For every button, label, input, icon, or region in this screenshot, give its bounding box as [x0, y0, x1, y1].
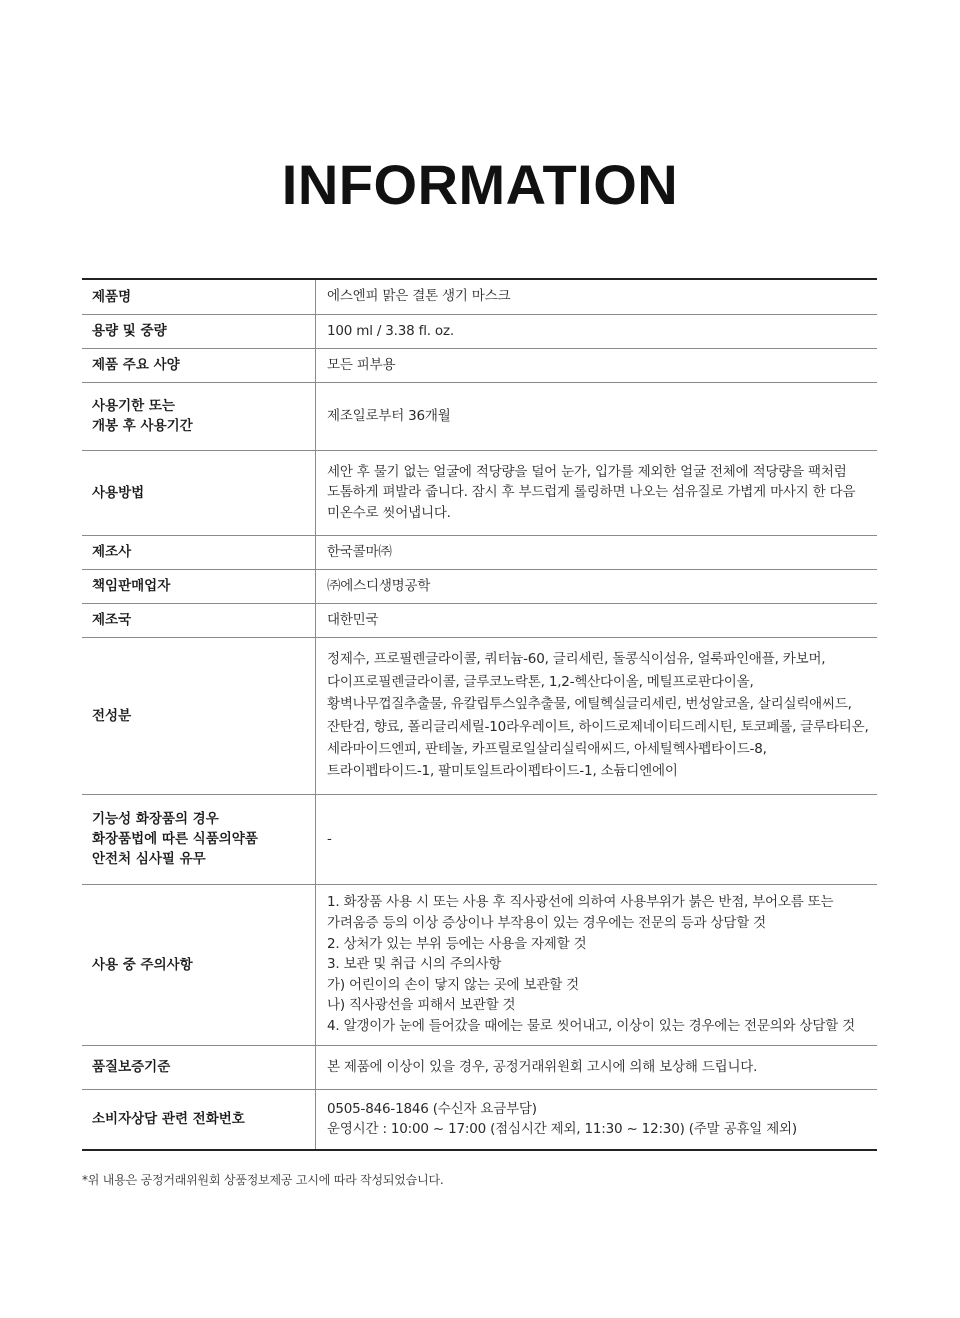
row-label [82, 1089, 316, 1150]
row-label-line: 전성분 [92, 707, 132, 724]
row-value-line: 100 ml / 3.38 fl. oz. [327, 322, 454, 339]
row-value [316, 603, 878, 637]
product-info-table-body [82, 279, 877, 1150]
row-label [82, 569, 316, 603]
row-label-line: 제조사 [92, 544, 132, 560]
row-value-line: 에스엔피 맑은 결톤 생기 마스크 [327, 288, 511, 305]
info-row-product-name [82, 279, 877, 314]
row-value-line: 운영시간 : 10:00 ~ 17:00 (점심시간 제외, 11:30 ~ 12:30) (주말 공휴일 제외) [327, 1121, 797, 1138]
row-label [82, 794, 316, 884]
row-label-line: 용량 및 중량 [92, 323, 167, 339]
row-value [316, 450, 878, 535]
info-row-manufacturer [82, 535, 877, 569]
row-value-line: 3. 보관 및 취급 시의 주의사항 [327, 956, 502, 973]
row-label-line: 기능성 화장품의 경우 [92, 811, 219, 827]
row-value-line: 0505-846-1846 (수신자 요금부담) [327, 1100, 537, 1117]
row-label [82, 382, 316, 450]
info-row-quality [82, 1045, 877, 1089]
row-value [316, 569, 878, 603]
row-value [316, 794, 878, 884]
row-value-line: 트라이펩타이드-1, 팔미토일트라이펩타이드-1, 소듐디엔에이 [327, 763, 678, 780]
row-value [316, 279, 878, 314]
row-label-line: 소비자상담 관련 전화번호 [92, 1111, 245, 1128]
info-row-contact [82, 1089, 877, 1150]
row-value-line: 정제수, 프로필렌글라이콜, 쿼터늄-60, 글리세린, 돌콩식이섬유, 얼룩파인애플, 카보머, [327, 651, 826, 668]
row-label [82, 637, 316, 794]
row-label [82, 348, 316, 382]
row-value [316, 314, 878, 348]
page-title: INFORMATION [281, 153, 679, 216]
row-label [82, 279, 316, 314]
info-row-functional-review [82, 794, 877, 884]
row-value [316, 348, 878, 382]
row-label-line: 책임판매업자 [92, 578, 171, 594]
info-row-capacity [82, 314, 877, 348]
row-value-line: 나) 직사광선을 피해서 보관할 것 [327, 997, 516, 1014]
row-label-line: 사용방법 [92, 484, 145, 501]
row-value-line: 가) 어린이의 손이 닿지 않는 곳에 보관할 것 [327, 976, 580, 993]
row-value-line: 4. 알갱이가 눈에 들어갔을 때에는 물로 씻어내고, 이상이 있는 경우에는 전문의와 상담할 것 [327, 1017, 855, 1034]
row-value-line: 잔탄검, 향료, 폴리글리세릴-10라우레이트, 하이드로제네이티드레시틴, 토코페롤, 글루타티온, [327, 718, 869, 735]
footnote: *위 내용은 공정거래위원회 상품정보제공 고시에 따라 작성되었습니다. [82, 1173, 444, 1187]
info-row-country [82, 603, 877, 637]
row-value [316, 637, 878, 794]
row-value-line: - [327, 830, 332, 847]
row-label-line: 사용 중 주의사항 [92, 956, 193, 973]
row-value-line: 1. 화장품 사용 시 또는 사용 후 직사광선에 의하여 사용부위가 붉은 반점, 부어오름 또는 [327, 894, 834, 911]
row-value-line: 가려움증 등의 이상 증상이나 부작용이 있는 경우에는 전문의 등과 상담할 것 [327, 915, 766, 932]
row-value-line: 2. 상처가 있는 부위 등에는 사용을 자제할 것 [327, 935, 587, 952]
row-value [316, 1045, 878, 1089]
row-value-line: 제조일로부터 36개월 [327, 407, 451, 424]
row-value-line: 다이프로필렌글라이콜, 글루코노락톤, 1,2-헥산다이올, 메틸프로판다이올, [327, 673, 754, 690]
info-row-precautions [82, 884, 877, 1045]
row-label-line: 화장품법에 따른 식품의약품 [92, 831, 258, 847]
row-value-line: 황벽나무껍질추출물, 유칼립투스잎추출물, 에틸헥실글리세린, 번성알코올, 살리실릭애씨드, [327, 696, 852, 713]
row-label [82, 450, 316, 535]
row-value-line: 세안 후 물기 없는 얼굴에 적당량을 덜어 눈가, 입가를 제외한 얼굴 전체에 적당량을 팩처럼 [327, 463, 847, 480]
row-value-line: 본 제품에 이상이 있을 경우, 공정거래위원회 고시에 의해 보상해 드립니다. [327, 1058, 758, 1075]
product-info-table [82, 278, 877, 1151]
info-row-seller [82, 569, 877, 603]
row-label-line: 제조국 [92, 612, 132, 628]
row-label-line: 안전처 심사필 유무 [92, 851, 206, 867]
info-row-ingredients [82, 637, 877, 794]
info-row-expiry [82, 382, 877, 450]
row-value-line: 도톰하게 펴발라 줍니다. 잠시 후 부드럽게 롤링하면 나오는 섬유질로 가볍게 마사지 한 다음 [327, 484, 856, 501]
row-value-line: 모든 피부용 [327, 356, 396, 373]
row-value [316, 535, 878, 569]
row-value-line: 한국콜마㈜ [327, 543, 392, 560]
row-value-line: 대한민국 [327, 611, 379, 628]
row-label [82, 314, 316, 348]
row-value-line: ㈜에스디생명공학 [327, 577, 431, 594]
info-row-spec [82, 348, 877, 382]
row-value-line: 세라마이드엔피, 판테놀, 카프릴로일살리실릭애씨드, 아세틸헥사펩타이드-8, [327, 740, 767, 757]
row-label [82, 603, 316, 637]
row-label-line: 개봉 후 사용기간 [92, 418, 193, 434]
row-label-line: 사용기한 또는 [92, 398, 175, 414]
row-value [316, 884, 878, 1045]
row-label-line: 품질보증기준 [92, 1059, 171, 1075]
row-value [316, 1089, 878, 1150]
info-row-usage [82, 450, 877, 535]
row-value-line: 미온수로 씻어냅니다. [327, 504, 451, 521]
row-label [82, 1045, 316, 1089]
row-label-line: 제품 주요 사양 [92, 357, 180, 373]
row-label-line: 제품명 [92, 288, 132, 305]
row-value [316, 382, 878, 450]
row-label [82, 535, 316, 569]
row-label [82, 884, 316, 1045]
